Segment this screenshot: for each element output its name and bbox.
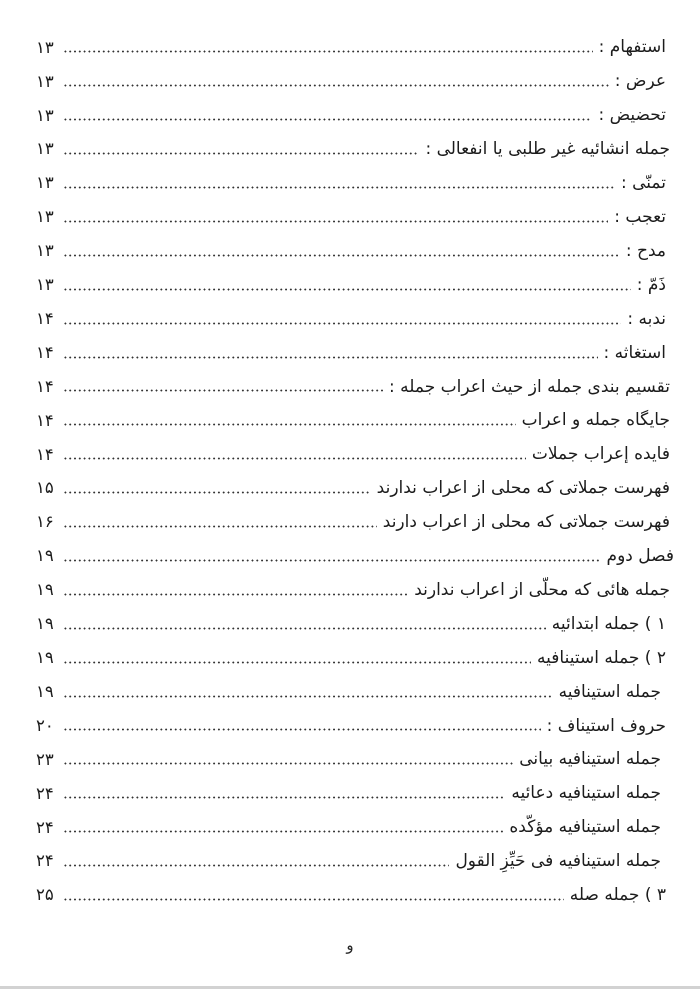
toc-entry-title: ۲ ) جمله استينافيه (537, 647, 666, 668)
toc-row (36, 404, 674, 438)
toc-page-number: ۱۳ (36, 105, 54, 125)
toc-entry-title: تقسيم بندى جمله از حيث اعراب جمله : (389, 376, 670, 397)
dot-leader (63, 302, 621, 336)
toc-page-number: ۱۳ (36, 207, 54, 227)
toc-row (36, 99, 674, 133)
dot-leader (63, 65, 609, 99)
toc-row (36, 811, 674, 845)
page-footer-marker: و (346, 936, 354, 954)
toc-page-number: ۱۴ (36, 342, 54, 362)
toc-entry-title: ندبه : (627, 308, 666, 329)
toc-entry-title: جايگاه جمله و اعراب (521, 410, 670, 431)
toc-page-number: ۱۳ (36, 241, 54, 261)
toc-entry-title: تحضيض : (598, 105, 666, 126)
dot-leader (63, 370, 383, 404)
toc-entry-title: ۱ ) جمله ابتدائيه (551, 613, 666, 634)
toc-entry-title: استغاثه : (603, 342, 666, 363)
toc-page-number: ۱۹ (36, 614, 54, 634)
toc-row (36, 743, 674, 777)
toc-entry-title: جمله استينافيه (558, 681, 661, 702)
toc-page-number: ۲۴ (36, 817, 54, 837)
toc-entry-title: تعجب : (614, 206, 666, 227)
toc-entry-title: فهرست جملاتى كه محلى از اعراب دارند (382, 512, 670, 533)
dot-leader (63, 404, 516, 438)
toc-page-number: ۱۴ (36, 410, 54, 430)
toc-page-number: ۲۳ (36, 749, 54, 769)
dot-leader (63, 201, 608, 235)
toc-page-number: ۲۵ (36, 885, 54, 905)
toc-page-number: ۱۵ (36, 478, 54, 498)
toc-entry-title: جمله انشائيه غير طلبى يا انفعالى : (425, 139, 670, 160)
toc-row (36, 234, 674, 268)
toc-row (36, 201, 674, 235)
toc-page-number: ۲۴ (36, 851, 54, 871)
toc-row (36, 472, 674, 506)
toc-row (36, 438, 674, 472)
toc-row (36, 845, 674, 879)
toc-entry-title: ذَمّ : (636, 274, 666, 295)
toc-entry-title: عرض : (614, 71, 666, 92)
toc-row (36, 607, 674, 641)
dot-leader (63, 641, 531, 675)
dot-leader (63, 777, 505, 811)
toc-entry-title: تمنّى : (621, 173, 666, 194)
dot-leader (63, 879, 564, 913)
toc-row (36, 879, 674, 913)
toc-page-number: ۱۳ (36, 37, 54, 57)
toc-page-number: ۱۹ (36, 546, 54, 566)
dot-leader (63, 167, 615, 201)
toc-page-number: ۲۴ (36, 783, 54, 803)
dot-leader (63, 675, 553, 709)
toc-entry-title: جمله استينافيه فى حَيِّزِ القول (455, 851, 661, 872)
toc-page-number: ۱۳ (36, 275, 54, 295)
toc-row (36, 302, 674, 336)
dot-leader (63, 472, 371, 506)
toc-row (36, 167, 674, 201)
toc-entry-title: استفهام : (598, 37, 666, 58)
dot-leader (63, 540, 601, 574)
toc-entry-title: فصل دوم (606, 546, 674, 567)
toc-entry-title: ۳ ) جمله صله (569, 885, 666, 906)
toc-page-number: ۱۳ (36, 173, 54, 193)
toc-row (36, 709, 674, 743)
toc-list (0, 31, 700, 913)
toc-page-number: ۱۹ (36, 681, 54, 701)
toc-row (36, 574, 674, 608)
dot-leader (63, 336, 598, 370)
dot-leader (63, 811, 503, 845)
toc-row (36, 540, 674, 574)
toc-entry-title: حروف استيناف : (546, 715, 666, 736)
toc-entry-title: جمله هائى كه محلّى از اعراب ندارند (414, 579, 670, 600)
toc-row (36, 641, 674, 675)
toc-row (36, 65, 674, 99)
toc-page-number: ۱۹ (36, 580, 54, 600)
toc-entry-title: جمله استينافيه دعائيه (511, 783, 661, 804)
dot-leader (63, 709, 541, 743)
dot-leader (63, 99, 592, 133)
toc-page-number: ۱۳ (36, 71, 54, 91)
dot-leader (63, 607, 546, 641)
toc-page-number: ۱۳ (36, 139, 54, 159)
toc-page-number: ۱۴ (36, 308, 54, 328)
dot-leader (63, 234, 620, 268)
toc-entry-title: مدح : (625, 240, 666, 261)
toc-entry-title: جمله استينافيه مؤكّده (509, 817, 661, 838)
toc-entry-title: فهرست جملاتى كه محلى از اعراب ندارند (376, 478, 670, 499)
toc-page-number: ۱۴ (36, 376, 54, 396)
toc-entry-title: جمله استينافيه بيانى (519, 749, 661, 770)
dot-leader (63, 574, 408, 608)
dot-leader (63, 438, 526, 472)
dot-leader (63, 31, 593, 65)
toc-entry-title: فايده إعراب جملات (531, 444, 670, 465)
dot-leader (63, 743, 513, 777)
dot-leader (63, 268, 631, 302)
toc-page-number: ۱۴ (36, 444, 54, 464)
dot-leader (63, 506, 377, 540)
dot-leader (63, 845, 449, 879)
toc-row (36, 777, 674, 811)
dot-leader (63, 133, 419, 167)
toc-page-number: ۱۶ (36, 512, 54, 532)
toc-row (36, 506, 674, 540)
toc-page-number: ۱۹ (36, 648, 54, 668)
toc-row (36, 31, 674, 65)
toc-page-number: ۲۰ (36, 715, 54, 735)
toc-row (36, 268, 674, 302)
toc-row (36, 370, 674, 404)
toc-row (36, 675, 674, 709)
toc-row (36, 133, 674, 167)
toc-row (36, 336, 674, 370)
